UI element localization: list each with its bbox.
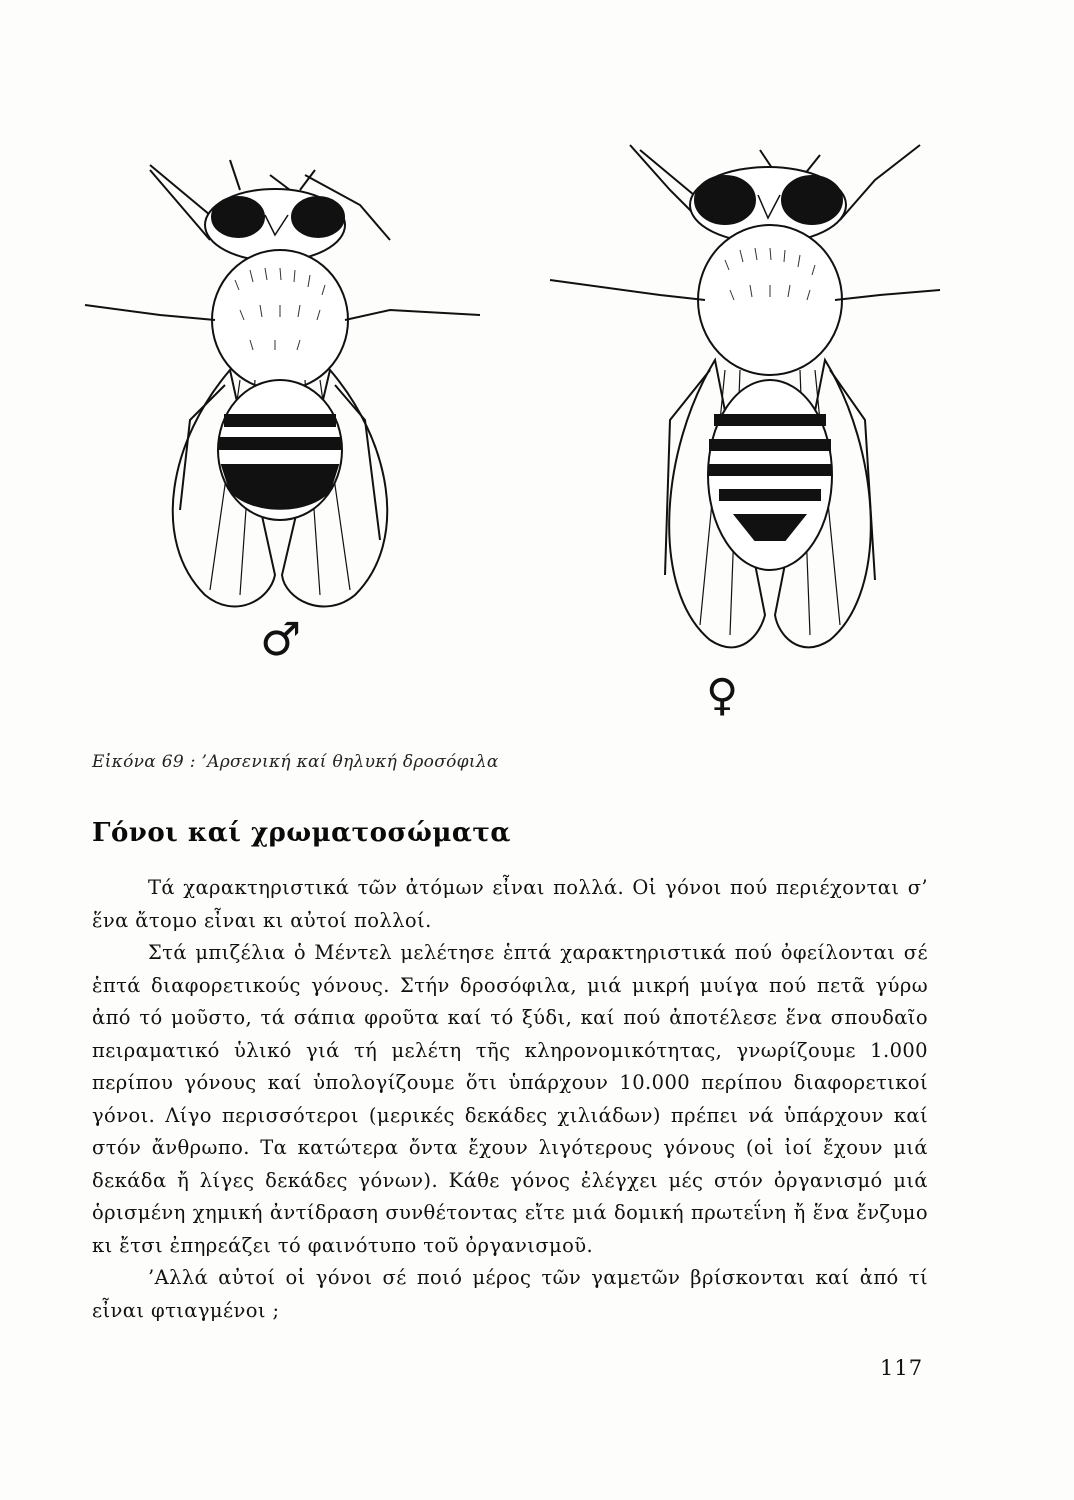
paragraph: Στά μπιζέλια ὁ Μέντελ μελέτησε ἑπτά χαρακτηριστικά πού ὀφείλονται σέ ἑπτά διαφορετικούς γόνους. Στήν δροσόφιλα, μιά μικρή μυίγα πού πετᾶ γύρω ἀπό τό μοῦστο, τά σάπια φροῦτα καί τό ξύδι, καί πού ἀποτέλεσε ἕνα σπουδαῖο πειραματικό ὑλικό γιά τή μελέτη τῆς κληρονομικότητας, γνωρίζουμε 1.000 περίπου γόνους καί ὑπολογίζουμε ὅτι ὑπάρχουν 10.000 περίπου διαφορετικοί γόνοι. Λίγο περισσότεροι (μερικές δεκάδες χιλιάδων) πρέπει νά ὑπάρχουν καί στόν ἄνθρωπο. Τα κατώτερα ὄντα ἔχουν λιγότερους γόνους (οἱ ἰοί ἔχουν μιά δεκάδα ἤ λίγες δεκάδες γόνων). Κάθε γόνος ἐλέγχει μές στόν ὀργανισμό μιά ὁρισμένη χημική ἀντίδραση συνθέτοντας εἴτε μιά δομική πρωτεΐνη ἤ ἕνα ἔνζυμο κι ἔτσι ἐπηρεάζει τό φαινότυπο τοῦ ὀργανισμοῦ. bbox=[92, 941, 928, 1257]
paragraph: ’Αλλά αὐτοί οἱ γόνοι σέ ποιό μέρος τῶν γαμετῶν βρίσκονται καί ἀπό τί εἶναι φτιαγμένοι ; bbox=[92, 1266, 928, 1322]
male-symbol: ♂ bbox=[260, 612, 302, 666]
male-fly-illustration bbox=[85, 160, 480, 606]
section-body bbox=[92, 872, 928, 1327]
female-symbol: ♀ bbox=[706, 670, 739, 721]
paragraph: Τά χαρακτηριστικά τῶν ἀτόμων εἶναι πολλά. Οἱ γόνοι πού περιέχονται σ’ ἕνα ἄτομο εἶναι κι αὐτοί πολλοί. bbox=[92, 876, 928, 932]
page-number: 117 bbox=[880, 1356, 924, 1380]
female-fly-illustration bbox=[550, 145, 940, 647]
section-heading: Γόνοι καί χρωματοσώματα bbox=[92, 818, 511, 848]
drosophila-figure bbox=[60, 120, 960, 740]
figure-caption: Εἰκόνα 69 : ’Αρσενική καί θηλυκή δροσόφιλα bbox=[92, 752, 499, 772]
